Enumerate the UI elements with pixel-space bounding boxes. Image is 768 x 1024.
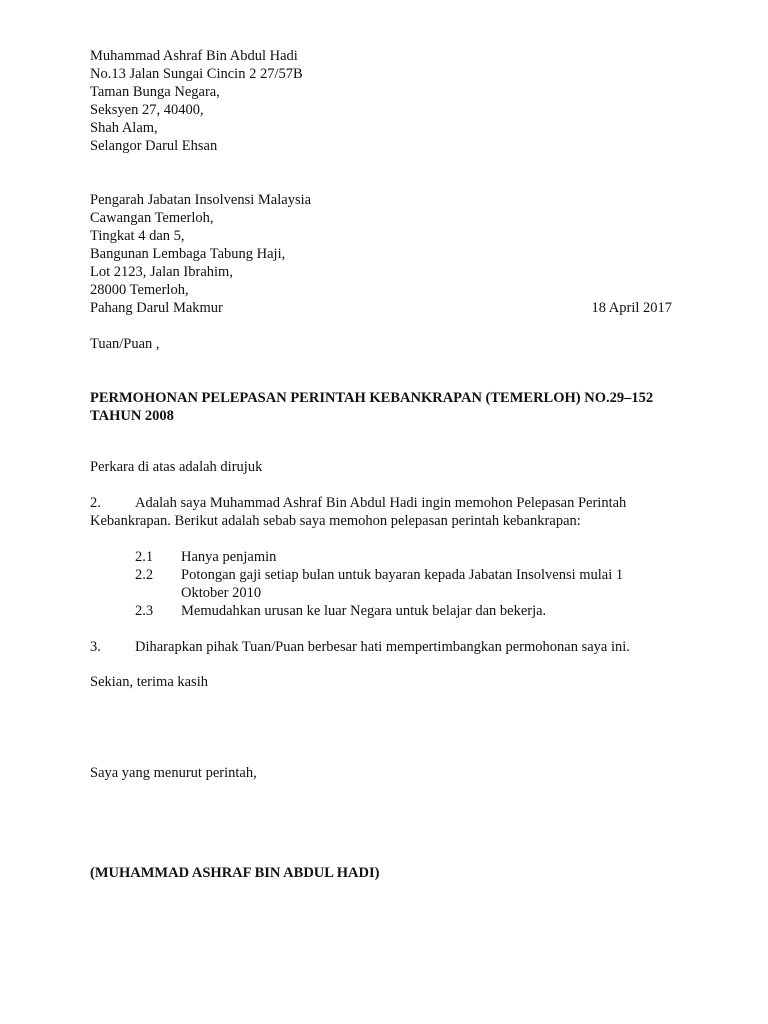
- sender-name: Muhammad Ashraf Bin Abdul Hadi: [90, 48, 298, 64]
- sign-off: Saya yang menurut perintah,: [90, 765, 257, 781]
- sender-address-line: Shah Alam,: [90, 120, 158, 136]
- sender-address-line: Seksyen 27, 40400,: [90, 102, 204, 118]
- reason-number: 2.3: [135, 603, 154, 619]
- salutation: Tuan/Puan ,: [90, 336, 160, 352]
- signature-name: (MUHAMMAD ASHRAF BIN ABDUL HADI): [90, 865, 380, 881]
- recipient-line: 28000 Temerloh,: [90, 282, 189, 298]
- paragraph-text: Diharapkan pihak Tuan/Puan berbesar hati mempertimbangkan permohonan saya ini.: [135, 639, 630, 655]
- recipient-line: Pengarah Jabatan Insolvensi Malaysia: [90, 192, 312, 208]
- closing-line: Sekian, terima kasih: [90, 674, 208, 690]
- recipient-line: Lot 2123, Jalan Ibrahim,: [90, 264, 233, 280]
- recipient-line: Tingkat 4 dan 5,: [90, 228, 185, 244]
- letter-date: 18 April 2017: [591, 300, 672, 316]
- paragraph-number: 3.: [90, 639, 101, 655]
- subject-line: TAHUN 2008: [90, 408, 174, 424]
- sender-address-line: No.13 Jalan Sungai Cincin 2 27/57B: [90, 66, 303, 82]
- paragraph-text: Adalah saya Muhammad Ashraf Bin Abdul Hadi ingin memohon Pelepasan Perintah: [135, 495, 627, 511]
- reason-number: 2.2: [135, 567, 154, 583]
- subject-line: PERMOHONAN PELEPASAN PERINTAH KEBANKRAPAN (TEMERLOH) NO.29–152: [90, 390, 654, 406]
- paragraph-number: 2.: [90, 495, 101, 511]
- recipient-line: Bangunan Lembaga Tabung Haji,: [90, 246, 286, 262]
- reason-text: Memudahkan urusan ke luar Negara untuk belajar dan bekerja.: [181, 603, 547, 619]
- reason-text: Oktober 2010: [181, 585, 262, 601]
- sender-address-line: Selangor Darul Ehsan: [90, 138, 218, 154]
- reference-line: Perkara di atas adalah dirujuk: [90, 459, 263, 475]
- reason-text: Potongan gaji setiap bulan untuk bayaran kepada Jabatan Insolvensi mulai 1: [181, 567, 624, 583]
- recipient-line: Pahang Darul Makmur: [90, 300, 223, 316]
- recipient-line: Cawangan Temerloh,: [90, 210, 214, 226]
- reason-text: Hanya penjamin: [181, 549, 277, 565]
- paragraph-text: Kebankrapan. Berikut adalah sebab saya memohon pelepasan perintah kebankrapan:: [90, 513, 581, 529]
- reason-number: 2.1: [135, 549, 154, 565]
- sender-address-line: Taman Bunga Negara,: [90, 84, 220, 100]
